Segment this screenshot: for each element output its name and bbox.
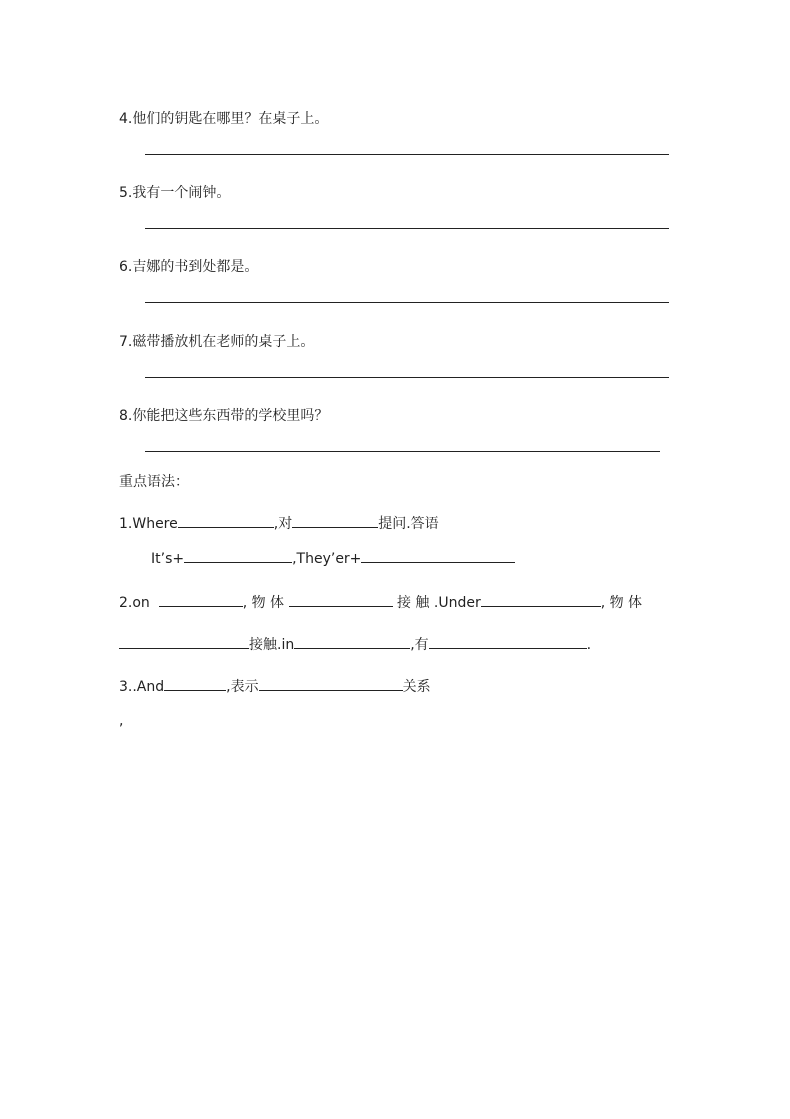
question-5: 5.我有一个闹钟。 xyxy=(119,185,231,201)
grammar-1-suffix: 提问.答语 xyxy=(378,516,439,532)
grammar-1-blank-b[interactable] xyxy=(292,515,378,528)
grammar-2-blank-b[interactable] xyxy=(289,594,393,607)
answer-line-6[interactable] xyxy=(145,302,669,303)
grammar-heading: 重点语法： xyxy=(119,474,189,490)
grammar-2-blank-d[interactable] xyxy=(119,636,249,649)
grammar-item-1 xyxy=(119,515,439,533)
grammar-item-2-cont xyxy=(119,636,591,654)
grammar-2-line2-part2: ,有 xyxy=(410,637,429,653)
grammar-3-suffix: 关系 xyxy=(402,679,431,695)
grammar-2-part3: , 物 体 xyxy=(600,595,643,611)
grammar-item-2 xyxy=(119,594,642,612)
grammar-1-answer-a: It’s+ xyxy=(151,551,185,567)
grammar-1-blank-d[interactable] xyxy=(361,550,515,563)
grammar-2-blank-c[interactable] xyxy=(481,594,601,607)
grammar-2-part2: 接 触 .Under xyxy=(396,595,481,611)
answer-line-4[interactable] xyxy=(145,154,669,155)
grammar-3-prefix: 3..And xyxy=(119,679,165,695)
grammar-2-line2-part1: 接触.in xyxy=(249,637,295,653)
answer-line-7[interactable] xyxy=(145,377,669,378)
grammar-1-mid: ,对 xyxy=(273,516,293,532)
grammar-1-blank-c[interactable] xyxy=(184,550,292,563)
grammar-3-blank-a[interactable] xyxy=(164,678,226,691)
answer-line-8[interactable] xyxy=(145,451,660,452)
grammar-1-prefix: 1.Where xyxy=(119,516,178,532)
grammar-3-blank-b[interactable] xyxy=(259,678,403,691)
grammar-item-3 xyxy=(119,678,431,696)
answer-line-5[interactable] xyxy=(145,228,669,229)
grammar-2-part1: , 物 体 xyxy=(242,595,285,611)
grammar-item-1-answer xyxy=(151,550,515,568)
grammar-2-blank-a[interactable] xyxy=(159,594,243,607)
question-7: 7.磁带播放机在老师的桌子上。 xyxy=(119,334,315,350)
grammar-2-blank-f[interactable] xyxy=(429,636,587,649)
question-8: 8.你能把这些东西带的学校里吗？ xyxy=(119,408,329,424)
grammar-3-mid: ,表示 xyxy=(226,679,259,695)
question-6: 6.吉娜的书到处都是。 xyxy=(119,259,259,275)
grammar-1-blank-a[interactable] xyxy=(178,515,274,528)
grammar-1-answer-b: ,They’er+ xyxy=(292,551,362,567)
grammar-2-prefix: 2.on xyxy=(119,595,150,611)
grammar-2-blank-e[interactable] xyxy=(294,636,410,649)
grammar-2-line2-end: . xyxy=(586,637,592,653)
question-4: 4.他们的钥匙在哪里？在桌子上。 xyxy=(119,111,329,127)
stray-comma: , xyxy=(119,713,124,729)
